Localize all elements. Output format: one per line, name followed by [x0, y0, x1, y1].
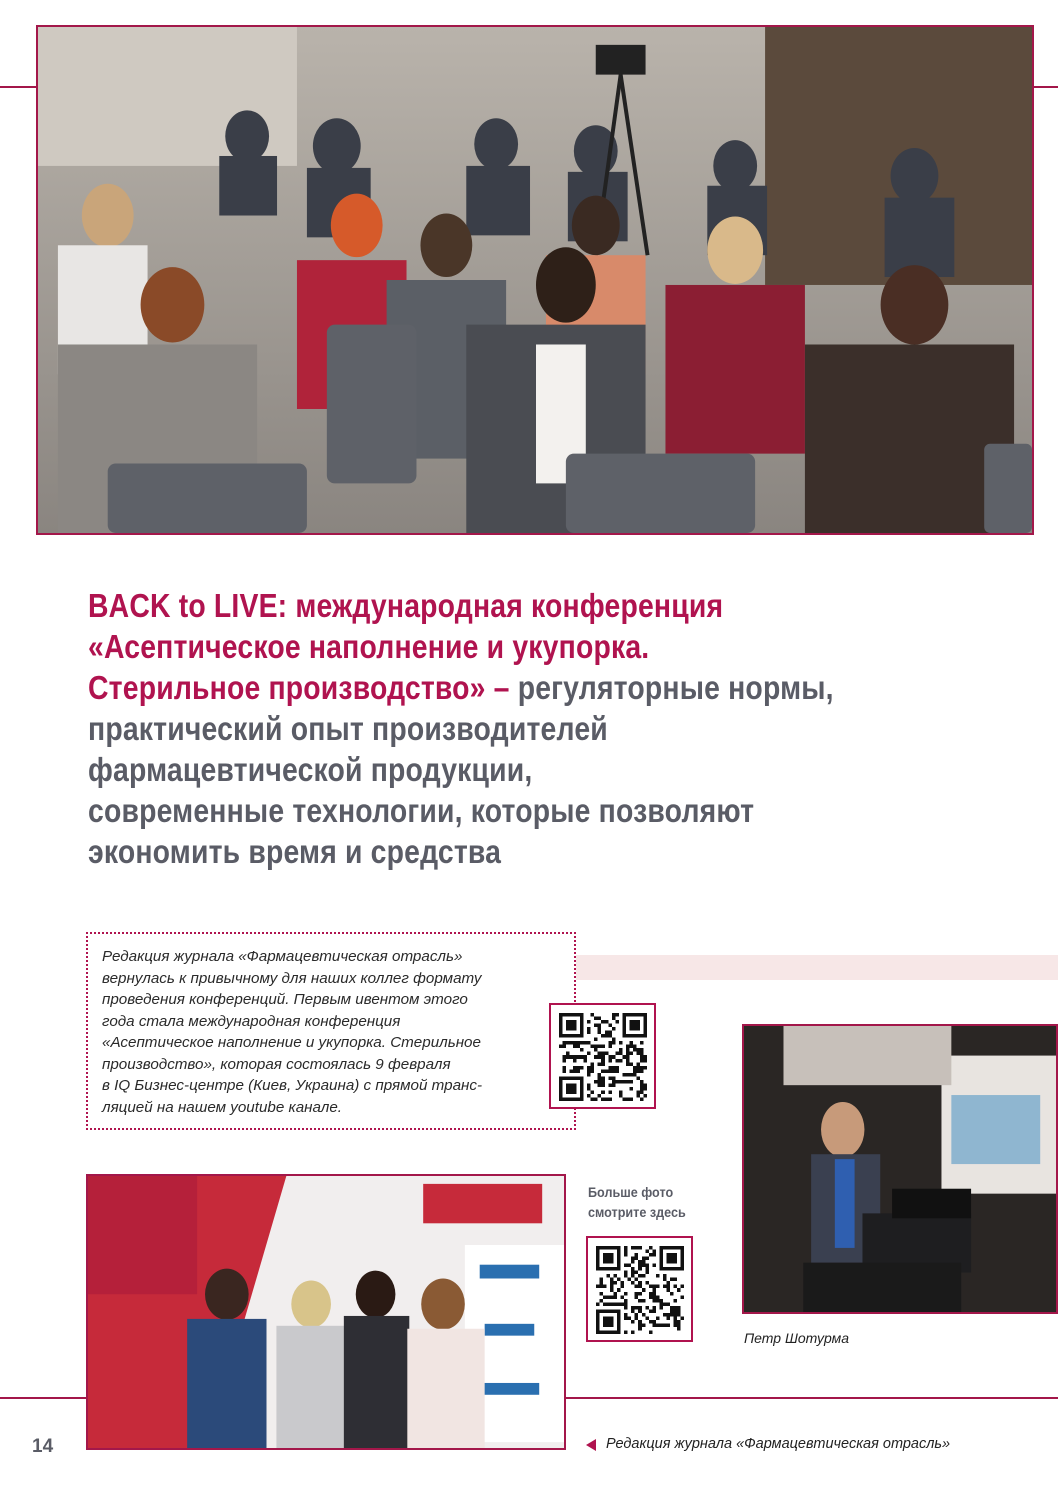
decorative-band	[576, 955, 1058, 980]
bottom-rule-right	[566, 1397, 1058, 1399]
headline-line-4: практический опыт производителей	[88, 710, 608, 747]
group-photo	[86, 1174, 566, 1450]
headline-line-7: экономить время и средства	[88, 833, 502, 870]
intro-line: ляцией на нашем youtube канале.	[102, 1098, 343, 1116]
headline-line-3-red: Стерильное производство» –	[88, 669, 518, 706]
footer-text	[606, 1436, 950, 1452]
arrow-left-icon	[586, 1439, 596, 1451]
top-right-rule	[1034, 86, 1058, 88]
article-headline	[88, 585, 862, 872]
headline-line-5: фармацевтической продукции,	[88, 751, 533, 788]
intro-line: года стала международная конференция	[102, 1012, 401, 1030]
speaker-photo	[742, 1024, 1058, 1314]
more-photos-line: Больше фото	[588, 1184, 674, 1200]
intro-line: проведения конференций. Первым ивентом этого	[102, 991, 468, 1008]
intro-line: «Асептическое наполнение и укупорка. Стерильное	[102, 1034, 481, 1051]
bottom-rule-left	[0, 1397, 86, 1399]
photos-qr-code[interactable]	[586, 1236, 693, 1342]
more-photos-line: смотрите здесь	[588, 1204, 686, 1220]
footer-label: Редакция журнала «Фармацевтическая отрасль»	[606, 1436, 951, 1452]
headline-line-1: BACK to LIVE: международная конференция	[88, 587, 724, 624]
headline-line-3	[88, 667, 862, 708]
qr-code-icon	[596, 1246, 684, 1334]
page-number: 14	[32, 1436, 54, 1457]
intro-line: вернулась к привычному для наших коллег формату	[102, 969, 482, 987]
headline-line-2: «Асептическое наполнение и укупорка.	[88, 628, 650, 665]
youtube-qr-code[interactable]	[549, 1003, 656, 1109]
headline-line-3-gray: регуляторные нормы,	[517, 669, 834, 706]
intro-line: производство», которая состоялась 9 февраля	[102, 1055, 451, 1073]
intro-line: в IQ Бизнес-центре (Киев, Украина) с прямой транс-	[102, 1077, 483, 1094]
audience-photo	[36, 25, 1034, 535]
qr-code-icon	[559, 1013, 647, 1101]
speaker-caption: Петр Шотурма	[744, 1330, 849, 1346]
headline-line-6: современные технологии, которые позволяют	[88, 792, 755, 829]
intro-line: Редакция журнала «Фармацевтическая отрасль»	[102, 948, 463, 965]
top-left-rule	[0, 86, 36, 88]
more-photos-label	[588, 1182, 696, 1222]
intro-text	[102, 946, 542, 1118]
intro-box	[86, 932, 576, 1130]
